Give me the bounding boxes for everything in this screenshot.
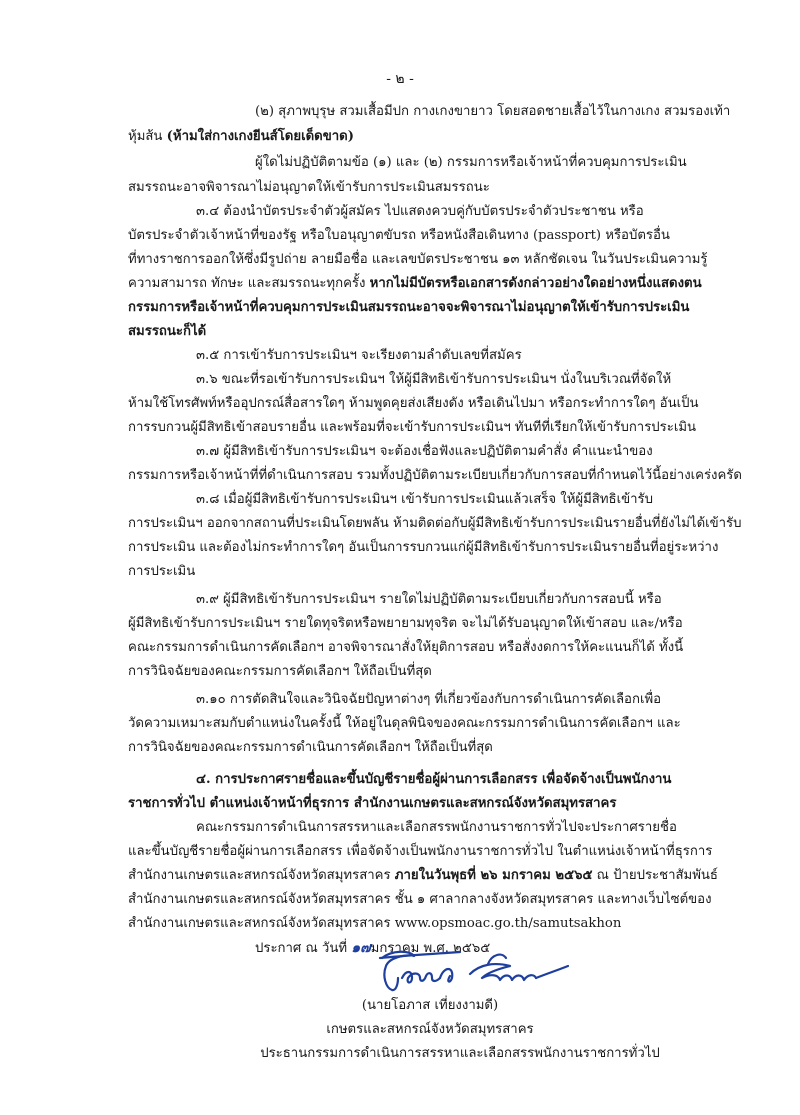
- paragraph-line: ๓.๖ ขณะที่รอเข้ารับการประเมินฯ ให้ผู้มีสิทธิเข้ารับการประเมินฯ นั่งในบริเวณที่จัดให้: [196, 372, 672, 387]
- date-rest: มกราคม พ.ศ. ๒๕๖๕: [370, 941, 491, 956]
- emphasis-text: หากไม่มีบัตรหรือเอกสารดังกล่าวอย่างใดอย่างหนึ่งแสดงตน: [369, 276, 702, 291]
- text-span: ณ ป้ายประชาสัมพันธ์: [596, 868, 718, 883]
- emphasis-text: ภายในวันพุธที่ ๒๖ มกราคม ๒๕๖๕: [394, 868, 593, 883]
- paragraph-line: การรบกวนผู้มีสิทธิเข้าสอบรายอื่น และพร้อมที่จะเข้ารับการประเมินฯ ทันทีที่เรียกให้เข้ารับการประเมิน: [128, 420, 697, 435]
- paragraph-line: ๓.๑๐ การตัดสินใจและวินิจฉัยปัญหาต่างๆ ที่เกี่ยวข้องกับการดำเนินการคัดเลือกเพื่อ: [196, 692, 662, 707]
- paragraph-line: ที่ทางราชการออกให้ซึ่งมีรูปถ่าย ลายมือชื่อ และเลขบัตรประชาชน ๑๓ หลักชัดเจน ในวันประเมินความรู้: [128, 252, 708, 267]
- section-heading: ๔. การประกาศรายชื่อและขึ้นบัญชีรายชื่อผู้ผ่านการเลือกสรร เพื่อจัดจ้างเป็นพนักงาน: [196, 772, 672, 787]
- paragraph-line: คณะกรรมการดำเนินการคัดเลือกฯ อาจพิจารณาสั่งให้ยุติการสอบ หรือสั่งงดการให้คะแนนก็ได้ ทั้งนี้: [128, 640, 684, 655]
- paragraph-line: สำนักงานเกษตรและสหกรณ์จังหวัดสมุทรสาคร www.opsmoac.go.th/samutsakhon: [128, 916, 622, 931]
- emphasis-text: (ห้ามใส่กางเกงยีนส์โดยเด็ดขาด): [166, 129, 354, 144]
- paragraph-line: สมรรถนะก็ได้: [128, 324, 207, 339]
- paragraph-line: การประเมินฯ ออกจากสถานที่ประเมินโดยพลัน ห้ามติดต่อกับผู้มีสิทธิเข้ารับการประเมินรายอื่นที่ยังไม่ได้เข้ารับ: [128, 516, 742, 531]
- text-span: หุ้มส้น: [128, 129, 163, 144]
- text-span: สำนักงานเกษตรและสหกรณ์จังหวัดสมุทรสาคร: [128, 868, 391, 883]
- paragraph-line: สำนักงานเกษตรและสหกรณ์จังหวัดสมุทรสาคร ชั้น ๑ ศาลากลางจังหวัดสมุทรสาคร และทางเว็บไซต์ของ: [128, 892, 712, 907]
- section-heading: ราชการทั่วไป ตำแหน่งเจ้าหน้าที่ธุรการ สำนักงานเกษตรและสหกรณ์จังหวัดสมุทรสาคร: [128, 796, 617, 811]
- paragraph-line: (๒) สุภาพบุรุษ สวมเสื้อมีปก กางเกงขายาว โดยสอดชายเสื้อไว้ในกางเกง สวมรองเท้า: [255, 104, 731, 119]
- paragraph-line: วัดความเหมาะสมกับตำแหน่งในครั้งนี้ ให้อยู่ในดุลพินิจของคณะกรรมการดำเนินการคัดเลือกฯ และ: [128, 716, 681, 731]
- paragraph-line: ๓.๗ ผู้มีสิทธิเข้ารับการประเมินฯ จะต้องเชื่อฟังและปฏิบัติตามคำสั่ง คำแนะนำของ: [196, 444, 653, 459]
- signer-role: ประธานกรรมการดำเนินการสรรหาและเลือกสรรพนักงานราชการทั่วไป: [260, 1046, 660, 1061]
- page-number: - ๒ -: [386, 71, 414, 87]
- paragraph-line: สมรรถนะอาจพิจารณาไม่อนุญาตให้เข้ารับการประเมินสมรรถนะ: [128, 180, 490, 195]
- paragraph-line: ๓.๔ ต้องนำบัตรประจำตัวผู้สมัคร ไปแสดงควบคู่กับบัตรประจำตัวประชาชน หรือ: [196, 204, 644, 219]
- paragraph-line: คณะกรรมการดำเนินการสรรหาและเลือกสรรพนักงานราชการทั่วไปจะประกาศรายชื่อ: [196, 820, 677, 835]
- paragraph-line: การประเมิน และต้องไม่กระทำการใดๆ อันเป็นการรบกวนแก่ผู้มีสิทธิเข้ารับการประเมินรายอื่นที่อยู่ระหว่าง: [128, 540, 719, 555]
- date-prefix: ประกาศ ณ วันที่: [255, 941, 348, 956]
- paragraph-line: ๓.๙ ผู้มีสิทธิเข้ารับการประเมินฯ รายใดไม่ปฏิบัติตามระเบียบเกี่ยวกับการสอบนี้ หรือ: [196, 592, 662, 607]
- paragraph-line: การประเมิน: [128, 564, 196, 579]
- handwritten-day: ๑๗: [351, 940, 371, 956]
- signer-position: เกษตรและสหกรณ์จังหวัดสมุทรสาคร: [326, 1022, 534, 1037]
- paragraph-line: กรรมการหรือเจ้าหน้าที่ที่ดำเนินการสอบ รวมทั้งปฏิบัติตามระเบียบเกี่ยวกับการสอบที่กำหนดไว้นี้อย่างเคร่งครัด: [128, 468, 742, 483]
- paragraph-line: ห้ามใช้โทรศัพท์หรืออุปกรณ์สื่อสารใดๆ ห้ามพูดคุยส่งเสียงดัง หรือเดินไปมา หรือกระทำการใดๆ อันเป็น: [128, 396, 699, 411]
- text-span: ความสามารถ ทักษะ และสมรรถนะทุกครั้ง: [128, 276, 366, 291]
- paragraph-line: ๓.๕ การเข้ารับการประเมินฯ จะเรียงตามลำดับเลขที่สมัคร: [196, 348, 522, 363]
- paragraph-line: ผู้มีสิทธิเข้ารับการประเมินฯ รายใดทุจริตหรือพยายามทุจริต จะไม่ได้รับอนุญาตให้เข้าสอบ และ/หรือ: [128, 616, 683, 631]
- paragraph-line: [128, 866, 718, 886]
- paragraph-line: การวินิจฉัยของคณะกรรมการดำเนินการคัดเลือกฯ ให้ถือเป็นที่สุด: [128, 740, 493, 755]
- paragraph-line: [128, 127, 354, 147]
- paragraph-line: การวินิจฉัยของคณะกรรมการคัดเลือกฯ ให้ถือเป็นที่สุด: [128, 664, 432, 679]
- signer-name: (นายโอภาส เที่ยงงามดี): [361, 998, 499, 1013]
- paragraph-line: ผู้ใดไม่ปฏิบัติตามข้อ (๑) และ (๒) กรรมการหรือเจ้าหน้าที่ควบคุมการประเมิน: [255, 155, 687, 170]
- paragraph-line: กรรมการหรือเจ้าหน้าที่ควบคุมการประเมินสมรรถนะอาจจะพิจารณาไม่อนุญาตให้เข้ารับการประเมิน: [128, 300, 690, 315]
- paragraph-line: บัตรประจำตัวเจ้าหน้าที่ของรัฐ หรือใบอนุญาตขับรถ หรือหนังสือเดินทาง (passport) หรือบัตรอื่น: [128, 228, 670, 243]
- signature: [370, 944, 580, 996]
- paragraph-line: และขึ้นบัญชีรายชื่อผู้ผ่านการเลือกสรร เพื่อจัดจ้างเป็นพนักงานราชการทั่วไป ในตำแหน่งเจ้าหน้าที่ธุรการ: [128, 844, 713, 859]
- paragraph-line: ๓.๘ เมื่อผู้มีสิทธิเข้ารับการประเมินฯ เข้ารับการประเมินแล้วเสร็จ ให้ผู้มีสิทธิเข้ารับ: [196, 492, 653, 507]
- paragraph-line: [128, 274, 702, 294]
